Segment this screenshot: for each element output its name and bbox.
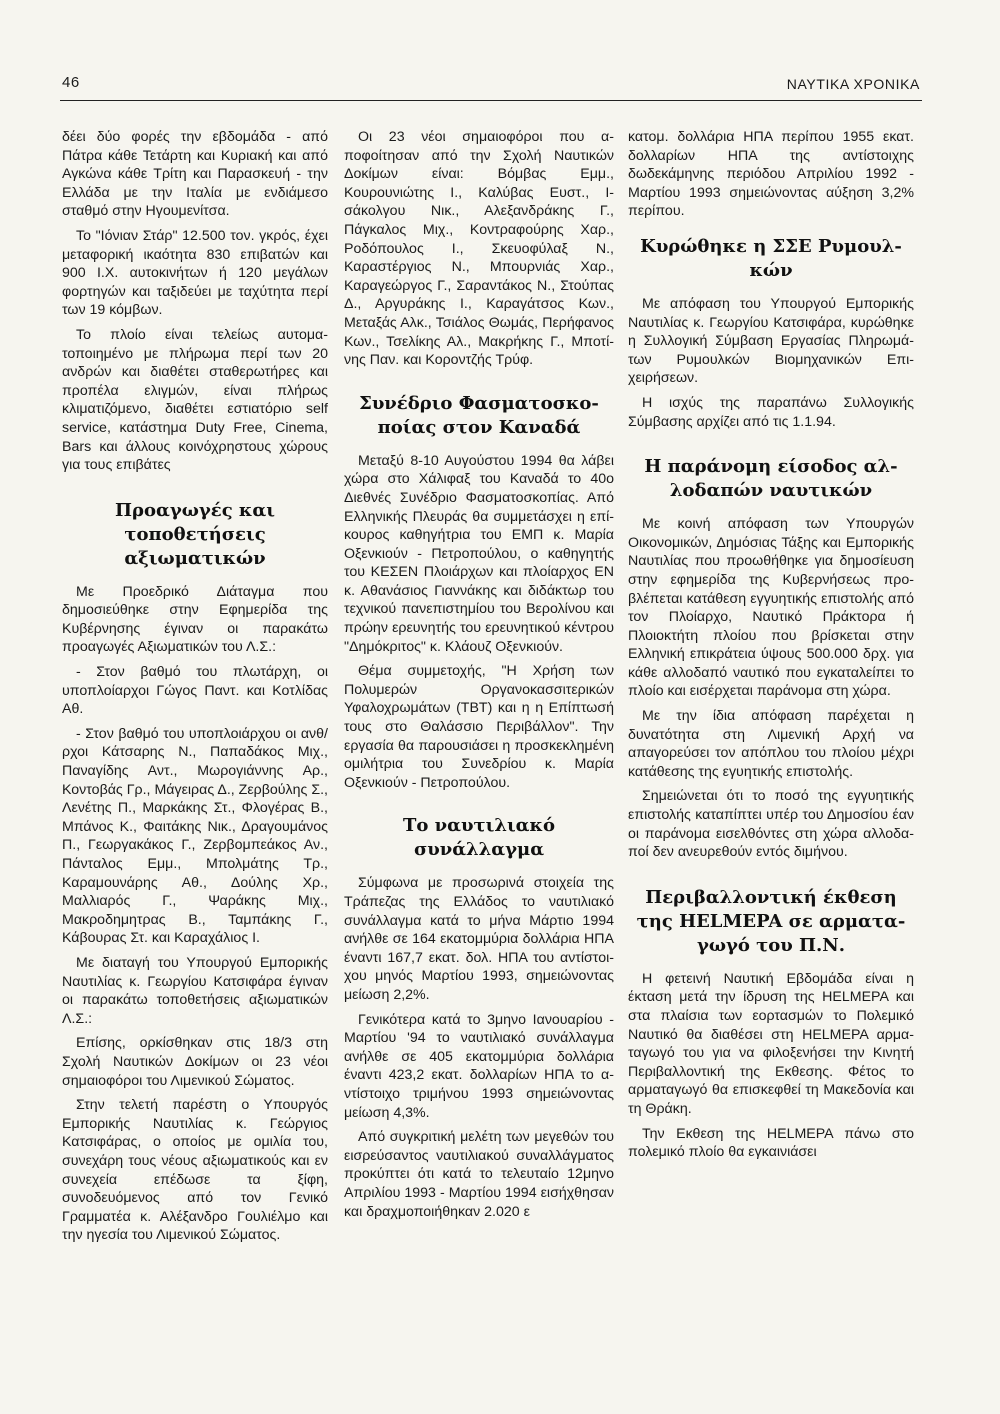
column-1 — [62, 128, 328, 1251]
paragraph: Επίσης, ορκίσθηκαν στις 18/3 στη Σχολή Ναυτικών Δοκίμων οι 23 νέοι σημαιοφόροι του Λιμενικού Σώματος. — [62, 1035, 328, 1089]
paragraph: Η ισχύς της παραπάνω Συλλογικής Σύμβασης αρχίζει από τις 1.1.94. — [628, 394, 914, 430]
headline-sse: Κυρώθηκε η ΣΣΕ Ρυμουλκών — [640, 235, 902, 281]
headline-promotions: Προαγωγές και τοποθετήσεις αξιωματικών — [115, 499, 275, 569]
paragraph: Το πλοίο είναι τελείως αυτοματοποιημένο με πλήρωμα περί των 20 ανδρών και διαθέτει σταθερωτήρες και προπέλα ελιγμών, είναι πλήρως κλιματιζόμενο, διαθέτει εστιατόριο self service, κατάστημα Duty Free, Cinema, Bars και άλλους κοινόχρηστους χώρους για τους επιβάτες — [62, 326, 328, 474]
header-rule — [60, 100, 922, 101]
paragraph: Την Εκθεση της HELMEPA πάνω στο πολεμικό πλοίο θα εγκαινιάσει — [628, 1125, 914, 1161]
headline-illegal-entry: Η παράνομη είσοδος αλλοδαπών ναυτικών — [644, 456, 898, 502]
paragraph: Με διαταγή του Υπουργού Εμπορικής Ναυτιλίας κ. Γεωργίου Κατσιφάρα έγιναν οι παρακάτω τοποθετήσεις αξιωματικών Λ.Σ.: — [62, 954, 328, 1027]
column-2 — [344, 128, 614, 1227]
headline-exchange: Το ναυτιλιακό συνάλλαγμα — [403, 815, 555, 861]
paragraph: δέει δύο φορές την εβδομάδα - από Πάτρα κάθε Τετάρτη και Κυριακή και από Αγκώνα κάθε Τρίτη και Παρασκευή - την Ελλάδα με την Ιταλία με ενδιάμεσο σταθμό στην Ηγουμενίτσα. — [62, 129, 328, 220]
paragraph: Σημειώνεται ότι το ποσό της εγγυητικής επιστολής καταπίπτει υπέρ του Δημοσίου έαν οι παράνομα εισελθόντες στη χώρα αλλοδαποί δεν ανευρεθούν εντός διμήνου. — [628, 788, 914, 861]
paragraph: Η φετεινή Ναυτική Εβδομάδα είναι η έκταση μετά την ίδρυση της HELMEPA και στα πλαίσια των εορτασμών το Πολεμικό Ναυτικό θα διαθέσει στη HELMEPA αρματαγωγό του για να φιλοξενήσει την Κινητή Περιβαλλοντική της Εκθεσης. Φέτος το αρματαγωγό θα επισκεφθεί τη Μακεδονία και τη Θράκη. — [628, 970, 914, 1117]
paragraph: Με Προεδρικό Διάταγμα που δημοσιεύθηκε στην Εφημερίδα της Κυβέρνησης έγιναν οι παρακάτω προαγωγές Αξιωματικών του Λ.Σ.: — [62, 583, 328, 656]
paragraph: Με απόφαση του Υπουργού Εμπορικής Ναυτιλίας κ. Γεωργίου Κατσιφάρα, κυρώθηκε η Συλλογική Σύμβαση Εργασίας Πληρωμάτων Ρυμουλκών Βιομηχανικών Επιχειρήσεων. — [628, 295, 914, 387]
paragraph: - Στον βαθμό του υποπλοιάρχου οι ανθ/ρχοι Κάτσαρης Ν., Παπαδάκος Μιχ., Παναγίδης Αντ., Μωρογιάννης Αρ., Κοντοβάς Γρ., Μάγειρας Δ., Ζερβούλης Σ., Λενέτης Π., Μαρκάκης Στ., Φλογέρας Β., Μπάνος Κ., Φαιτάκης Νικ., Δραγουμάνος Π., Γεωργακάκος Γ., Ζερβομπεάκος Αν., Πάνταλος Εμμ., Μπολμάτης Τρ., Καραμουνάρης Αθ., Δούλης Χρ., Μαλλιαρός Γ., Ψαράκης Μιχ., Μακροδημητρας Β., Ταμπάκης Γ., Κάβουρας Στ. και Καραχάλιος Ι. — [62, 725, 328, 947]
paragraph: Σύμφωνα με προσωρινά στοιχεία της Τράπεζας της Ελλάδος το ναυτιλιακό συνάλλαγμα κατά το μήνα Μάρτιο 1994 ανήλθε σε 164 εκατομμύρια δολλάρια ΗΠΑ έναντι 167,7 εκατ. δολ. ΗΠΑ του αντίστοιχου μηνός Μαρτίου 1993, σημειώνοντας μείωση 2,2%. — [344, 875, 614, 1003]
running-title: ΝΑΥΤΙΚΑ ΧΡΟΝΙΚΑ — [786, 76, 920, 92]
headline-helmepa: Περιβαλλοντική έκθεση της HELMEPA σε αρματαγωγό του Π.Ν. — [636, 886, 906, 956]
paragraph: Στην τελετή παρέστη ο Υπουργός Εμπορικής Ναυτιλίας κ. Γεώργιος Κατσιφάρας, ο οποίος με ομιλία του, συνεχάρη τους νέους αξιωματικούς και εν συνεχεία επέδωσε τα ξίφη, συνοδευόμενος από τον Γενικό Γραμματέα κ. Αλέξανδρο Γουλιέλμο και την ηγεσία του Λιμενικού Σώματος. — [62, 1097, 328, 1244]
headline-congress: Συνέδριο Φασματοσκοποίας στον Καναδά — [359, 392, 599, 438]
paragraph: Θέμα συμμετοχής, "Η Χρήση των Πολυμερών Οργανοκασσιτερικών Υφαλοχρωμάτων (ΤΒΤ) και η η Επίπτωσή τους στο Θαλάσσιο Περιβάλλον". Την εργασία θα παρουσιάσει η προσκεκλημένη ομιλήτρια του Συνεδρίου κ. Μαρία Οξενκιούν - Πετροπούλου. — [344, 663, 614, 791]
page-number: 46 — [62, 74, 80, 91]
paragraph: Από συγκριτική μελέτη των μεγεθών του εισρεύσαντος ναυτιλιακού συναλλάγματος προκύπτει ότι κατά το τελευταίο 12μηνο Απριλίου 1993 - Μαρτίου 1994 εισήχθησαν και δραχμοποιήθηκαν 2.020 ε — [344, 1129, 614, 1220]
paragraph: κατομ. δολλάρια ΗΠΑ περίπου 1955 εκατ. δολλαρίων ΗΠΑ της αντίστοιχης δωδεκάμηνης περιόδου Απριλίου 1992 - Μαρτίου 1993 σημειώνοντας αύξηση 3,2% περίπου. — [628, 129, 914, 220]
paragraph: Με κοινή απόφαση των Υπουργών Οικονομικών, Δημόσιας Τάξης και Εμπορικής Ναυτιλίας που προωθήθηκε για δημοσίευση στην εφημερίδα της Κυβερνήσεως προβλέπεται κατάθεση εγγυητικής επιστολής από τον Πλοίαρχο, Ναυτικό Πράκτορα ή Πλοιοκτήτη πλοίου που βρίσκεται στην Ελληνική επικράτεια ύψους 500.000 δρχ. για κάθε αλλοδαπό ναυτικό που εγκαταλείπει το πλοίο και εισέρχεται παράνομα στη χώρα. — [628, 516, 914, 700]
paragraph: - Στον βαθμό του πλωτάρχη, οι υποπλοίαρχοι Γώγος Παντ. και Κοτλίδας Αθ. — [62, 664, 328, 718]
paragraph: Μεταξύ 8-10 Αυγούστου 1994 θα λάβει χώρα στο Χάλιφαξ του Καναδά το 40ο Διεθνές Συνέδριο Φασματοσκοπίας. Από Ελληνικής Πλευράς θα συμμετάσχει η επίκουρος καθηγήτρια του ΕΜΠ κ. Μαρία Οξενκιούν - Πετροπούλου, ο καθηγητής του ΚΕΣΕΝ Πλοιάρχων και πλοίαρχος ΕΝ κ. Αθανάσιος Γιαννάκης και διδάκτωρ του τεχνικού πανεπιστημίου του Βερολίνου και πρώην ερευνητής του ερευνητικού κέντρου "Δημόκριτος" κ. Κλάουζ Οξενκιούν. — [344, 452, 614, 655]
paragraph: Το "Ιόνιαν Στάρ" 12.500 τον. γκρός, έχει μεταφορική ικαότητα 830 επιβατών και 900 Ι.Χ. αυτοκινήτων ή 120 μεγάλων φορτηγών και ταξιδεύει με ταχύτητα περί των 19 κόμβων. — [62, 227, 328, 319]
paragraph: Γενικότερα κατά το 3μηνο Ιανουαρίου - Μαρτίου '94 το ναυτιλιακό συνάλλαγμα ανήλθε σε 405 εκατομμύρια δολλάρια έναντι 423,2 εκατ. δολλαρίων ΗΠΑ το αντίστοιχο τριμήνου 1993 σημειώνοντας μείωση 4,3%. — [344, 1011, 614, 1121]
column-3 — [628, 128, 914, 1168]
paragraph: Με την ίδια απόφαση παρέχεται η δυνατότητα στη Λιμενική Αρχή να απαγορεύσει τον απόπλου του πλοίου μέχρι κατάθεσης της εγυητικής επιστολής. — [628, 708, 914, 780]
paragraph: Οι 23 νέοι σημαιοφόροι που αποφοίτησαν από την Σχολή Ναυτικών Δοκίμων είναι: Βόμβας Εμμ., Κουρουνιώτης Ι., Καλύβας Ευστ., Ισάκολγου Νικ., Αλεξανδράκης Γ., Πάγκαλος Μιχ., Κοντραφούρης Χαρ., Ροδόπουλος Ι., Σκευοφύλαξ Ν., Καραστέργιος Ν., Μπουρνιάς Χαρ., Καραγεώργος Γ., Σαραντάκος Ν., Στούπας Δ., Αργυράκης Ι., Καραγάτσος Κων., Μεταξάς Αλκ., Τσιάλος Θωμάς, Περήφανος Κων., Τσελίκης Αλ., Μακρήκης Γ., Μποτίνης Παν. και Κοροντζής Τρύφ. — [344, 129, 614, 369]
